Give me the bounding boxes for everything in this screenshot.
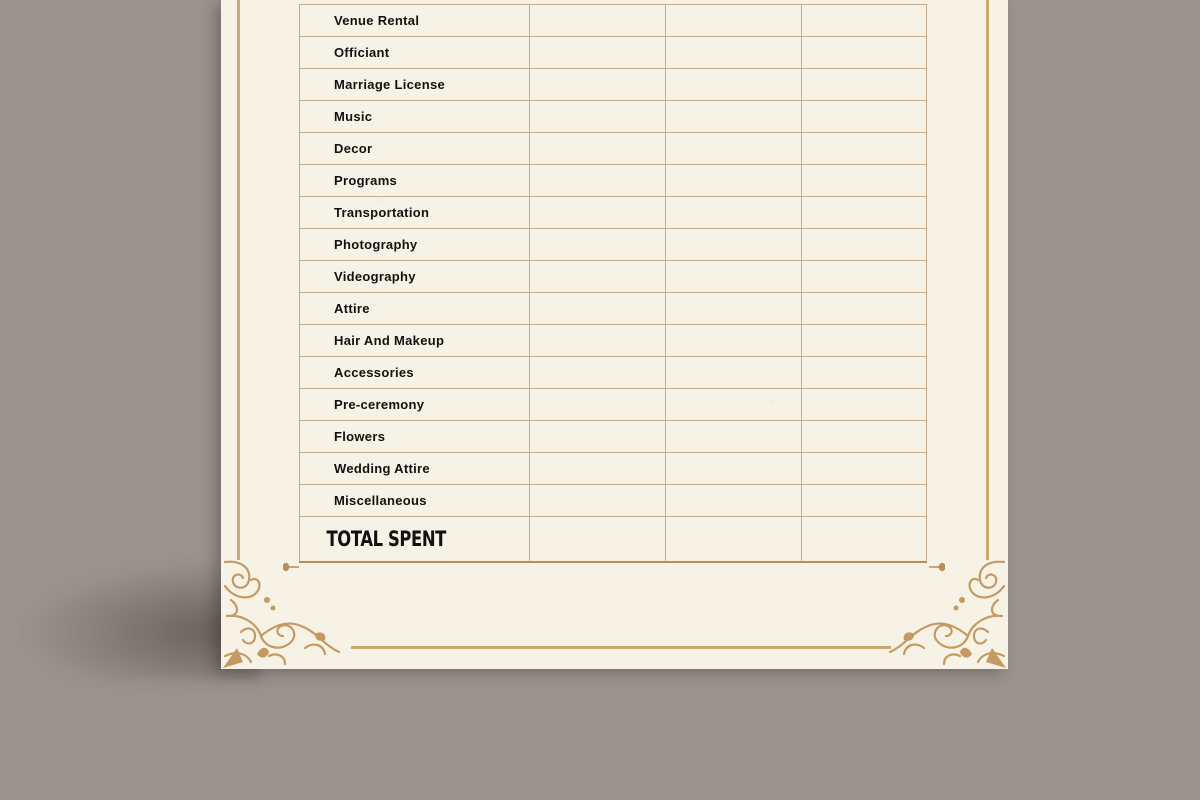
amount-cell[interactable] <box>666 229 802 261</box>
amount-cell[interactable] <box>530 133 666 165</box>
amount-cell[interactable] <box>530 261 666 293</box>
amount-cell[interactable] <box>802 357 927 389</box>
amount-cell[interactable] <box>666 5 802 37</box>
amount-cell[interactable] <box>666 197 802 229</box>
amount-cell[interactable] <box>530 101 666 133</box>
amount-cell[interactable] <box>666 69 802 101</box>
category-cell <box>300 421 530 453</box>
amount-cell[interactable] <box>530 453 666 485</box>
amount-cell[interactable] <box>802 293 927 325</box>
amount-cell[interactable] <box>530 485 666 517</box>
table-row <box>300 357 927 389</box>
amount-cell[interactable] <box>530 389 666 421</box>
category-label: Programs <box>334 173 398 188</box>
table-row <box>300 101 927 133</box>
budget-table-body <box>300 5 927 563</box>
table-row <box>300 69 927 101</box>
amount-cell[interactable] <box>530 69 666 101</box>
total-cell[interactable] <box>666 517 802 563</box>
budget-sheet <box>221 0 1008 669</box>
category-cell <box>300 69 530 101</box>
corner-flourish-left-icon <box>221 556 346 669</box>
category-label: Flowers <box>334 429 386 444</box>
amount-cell[interactable] <box>666 133 802 165</box>
table-row <box>300 453 927 485</box>
table-row <box>300 133 927 165</box>
category-cell <box>300 37 530 69</box>
category-cell <box>300 293 530 325</box>
amount-cell[interactable] <box>530 293 666 325</box>
amount-cell[interactable] <box>802 261 927 293</box>
table-row <box>300 165 927 197</box>
amount-cell[interactable] <box>802 325 927 357</box>
total-cell[interactable] <box>530 517 666 563</box>
category-cell <box>300 357 530 389</box>
table-row <box>300 261 927 293</box>
amount-cell[interactable] <box>530 5 666 37</box>
amount-cell[interactable] <box>666 453 802 485</box>
category-label: Wedding Attire <box>334 461 430 476</box>
amount-cell[interactable] <box>802 69 927 101</box>
frame-bottom-border <box>351 646 891 649</box>
amount-cell[interactable] <box>530 197 666 229</box>
amount-cell[interactable] <box>530 421 666 453</box>
table-row <box>300 5 927 37</box>
table-row <box>300 197 927 229</box>
category-cell <box>300 197 530 229</box>
category-label: Accessories <box>334 365 414 380</box>
category-label: Pre-ceremony <box>334 397 425 412</box>
corner-flourish-right-icon <box>883 556 1008 669</box>
amount-cell[interactable] <box>666 261 802 293</box>
amount-cell[interactable] <box>666 165 802 197</box>
total-row <box>300 517 927 563</box>
amount-cell[interactable] <box>530 357 666 389</box>
category-cell <box>300 5 530 37</box>
amount-cell[interactable] <box>666 389 802 421</box>
table-row <box>300 229 927 261</box>
category-label: Videography <box>334 269 416 284</box>
table-row <box>300 293 927 325</box>
table-row <box>300 421 927 453</box>
category-label: Transportation <box>334 205 430 220</box>
category-cell <box>300 165 530 197</box>
category-cell <box>300 389 530 421</box>
amount-cell[interactable] <box>802 229 927 261</box>
category-cell <box>300 453 530 485</box>
budget-table <box>299 4 927 563</box>
amount-cell[interactable] <box>666 101 802 133</box>
category-label: Music <box>334 109 373 124</box>
table-row <box>300 389 927 421</box>
category-label: Decor <box>334 141 373 156</box>
category-label: Miscellaneous <box>334 493 427 508</box>
amount-cell[interactable] <box>802 453 927 485</box>
amount-cell[interactable] <box>530 325 666 357</box>
category-label: Hair And Makeup <box>334 333 445 348</box>
amount-cell[interactable] <box>802 165 927 197</box>
amount-cell[interactable] <box>666 357 802 389</box>
category-label: Officiant <box>334 45 390 60</box>
table-row <box>300 37 927 69</box>
category-cell <box>300 229 530 261</box>
category-cell <box>300 325 530 357</box>
amount-cell[interactable] <box>530 37 666 69</box>
amount-cell[interactable] <box>666 485 802 517</box>
amount-cell[interactable] <box>802 5 927 37</box>
amount-cell[interactable] <box>666 293 802 325</box>
category-cell <box>300 261 530 293</box>
amount-cell[interactable] <box>530 165 666 197</box>
frame-left-border <box>237 0 240 560</box>
category-cell <box>300 133 530 165</box>
category-cell <box>300 101 530 133</box>
amount-cell[interactable] <box>802 133 927 165</box>
amount-cell[interactable] <box>666 325 802 357</box>
amount-cell[interactable] <box>802 101 927 133</box>
category-cell <box>300 485 530 517</box>
table-row <box>300 485 927 517</box>
amount-cell[interactable] <box>802 389 927 421</box>
amount-cell[interactable] <box>666 37 802 69</box>
amount-cell[interactable] <box>666 421 802 453</box>
table-row <box>300 325 927 357</box>
amount-cell[interactable] <box>802 37 927 69</box>
category-label: Venue Rental <box>334 13 420 28</box>
frame-right-border <box>986 0 989 560</box>
category-label: Attire <box>334 301 370 316</box>
amount-cell[interactable] <box>802 485 927 517</box>
amount-cell[interactable] <box>530 229 666 261</box>
category-label: Photography <box>334 237 418 252</box>
amount-cell[interactable] <box>802 421 927 453</box>
amount-cell[interactable] <box>802 197 927 229</box>
category-label: Marriage License <box>334 77 446 92</box>
total-spent-label: TOTAL SPENT <box>326 527 446 551</box>
